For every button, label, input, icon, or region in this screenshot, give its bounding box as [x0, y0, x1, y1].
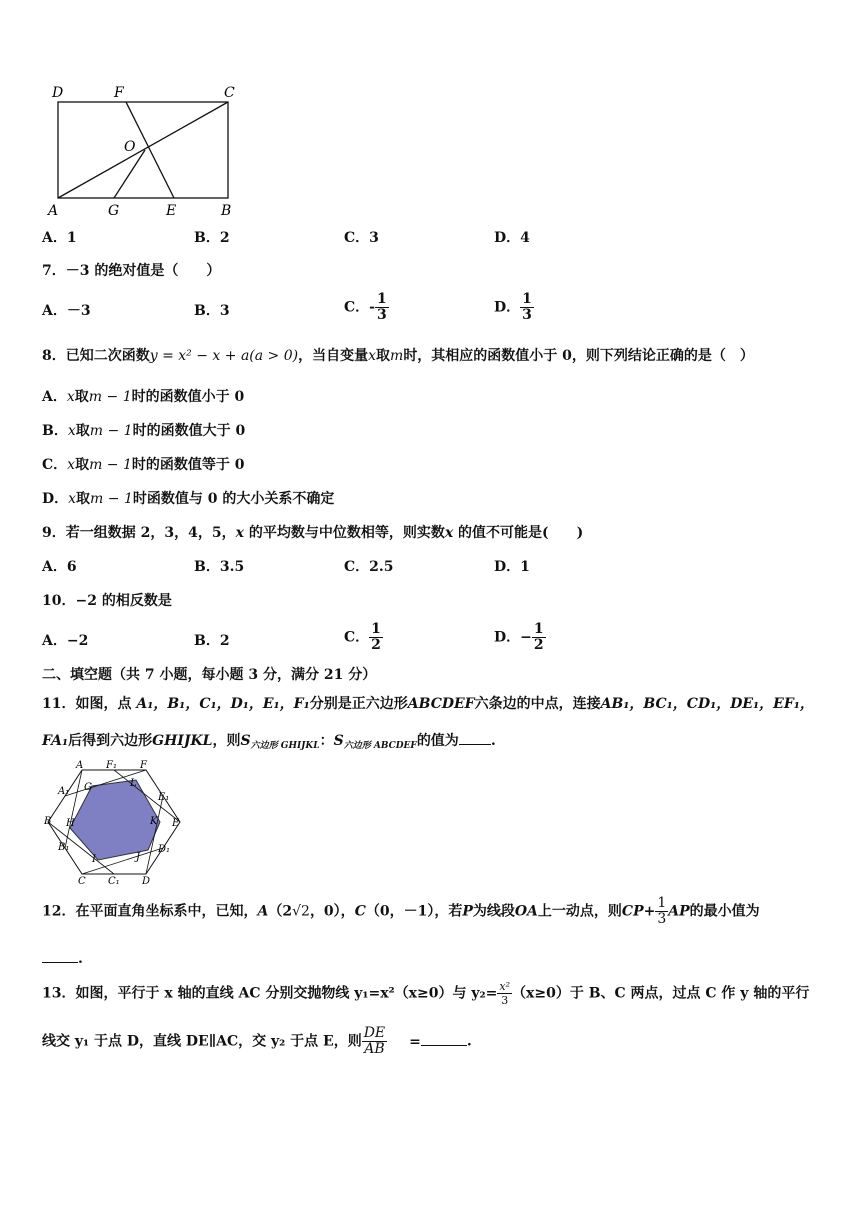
q8-option-d[interactable]: D．x取m − 1时函数值与 0 的大小关系不确定 [42, 491, 335, 507]
q8-option-b[interactable]: B．x取m − 1时的函数值大于 0 [42, 423, 246, 439]
q7-option-a[interactable]: A．－3 [42, 303, 91, 319]
hexagon-figure [40, 758, 200, 888]
q13-ratio: $\frac{DE}{AB}$ [363, 1025, 386, 1057]
hex-label-c1: C₁ [108, 876, 120, 887]
q6-option-b[interactable]: B．2 [194, 230, 230, 246]
q10-option-b[interactable]: B．2 [194, 633, 230, 649]
q13-line2: 线交 y₁ 于点 D，直线 DE∥AC，交 y₂ 于点 E，则 $\frac{DE}{AB}$ = . [42, 1025, 472, 1057]
hex-label-d: D [142, 876, 151, 887]
q12-answer-blank[interactable] [42, 948, 78, 963]
q7-option-d[interactable]: D． $\frac{1}{3}$ [494, 291, 532, 323]
diagonal-ac [58, 102, 228, 198]
section-heading: 二、填空题（共 7 小题，每小题 3 分，满分 21 分） [42, 667, 377, 683]
label-f: F [114, 85, 124, 101]
hex-label-e: E [172, 818, 180, 829]
q6-option-d[interactable]: D．4 [494, 230, 530, 246]
q10-option-a[interactable]: A．−2 [42, 633, 89, 649]
q10-option-d[interactable]: D．− $\frac{1}{2}$ [494, 621, 544, 653]
hex-label-f: F [140, 760, 147, 771]
q12-fraction: $\frac{1}{3}$ [657, 895, 667, 927]
hex-label-f1: F₁ [106, 760, 117, 771]
sqrt-expression: √2 [292, 903, 310, 920]
label-e: E [166, 203, 177, 219]
q6-option-a[interactable]: A．1 [42, 230, 77, 246]
q6-option-c[interactable]: C．3 [344, 230, 379, 246]
hex-label-d1: D₁ [158, 844, 171, 855]
label-b: B [221, 203, 232, 219]
label-o: O [124, 139, 136, 155]
label-g: G [108, 203, 120, 219]
q10-fraction-c: $\frac{1}{2}$ [371, 621, 381, 653]
q11-answer-blank[interactable] [459, 730, 491, 745]
hex-label-c: C [78, 876, 86, 887]
hex-label-l: L [130, 778, 137, 789]
q10-option-c[interactable]: C． $\frac{1}{2}$ [344, 621, 381, 653]
q11-line2: FA₁后得到六边形GHIJKL，则$S_{六边形 GHIJKL}$：$S_{六边形 ABCDEF}$的值为 . [42, 730, 496, 755]
hex-label-e1: E₁ [158, 792, 170, 803]
q7-option-b[interactable]: B．3 [194, 303, 230, 319]
q9-option-b[interactable]: B．3.5 [194, 559, 245, 575]
rectangle-figure [40, 80, 250, 220]
hex-label-i: I [92, 854, 96, 865]
hex-label-b1: B₁ [58, 842, 70, 853]
hex-label-j: J [136, 852, 141, 863]
hex-label-a1: A₁ [58, 786, 70, 797]
q12-line1: 12．在平面直角坐标系中，已知，A（2√2，0），C（0，－1），若P为线段OA上一动点，则CP+ $\frac{1}{3}$ AP的最小值为 [42, 895, 760, 927]
label-a: A [48, 203, 59, 219]
hex-label-k: K [150, 816, 158, 827]
q13-line1: 13．如图，平行于 x 轴的直线 AC 分别交抛物线 y₁=x²（x≥0）与 y₂= $\frac{\text{x²}}{3}$ （x≥0）于 B、C 两点，过点 C 作 y 轴的平行 [42, 980, 810, 1007]
q11-line1: 11．如图，点 A₁，B₁，C₁，D₁，E₁，F₁分别是正六边形ABCDEF六条边的中点，连接AB₁，BC₁，CD₁，DE₁，EF₁， [42, 696, 814, 712]
q9-option-c[interactable]: C．2.5 [344, 559, 394, 575]
q8-option-a[interactable]: A．x取m − 1时的函数值小于 0 [42, 389, 245, 405]
q9-stem: 9．若一组数据 2，3，4，5，x 的平均数与中位数相等，则实数x 的值不可能是( ) [42, 525, 584, 541]
q7-fraction-d: $\frac{1}{3}$ [522, 291, 532, 323]
hex-label-g: G [84, 782, 92, 793]
q9-option-a[interactable]: A．6 [42, 559, 77, 575]
q7-fraction-c: $\frac{1}{3}$ [376, 291, 387, 323]
q12-line2: . [42, 948, 83, 968]
hex-label-h: H [66, 818, 75, 829]
q13-answer-blank[interactable] [421, 1031, 467, 1046]
q8-option-c[interactable]: C．x取m − 1时的函数值等于 0 [42, 457, 245, 473]
label-c: C [224, 85, 235, 101]
q7-stem: 7．－3 的绝对值是（ ） [42, 263, 221, 279]
q8-stem: 8．已知二次函数y = x² − x + a(a > 0)，当自变量x取m时，其相应的函数值小于 0，则下列结论正确的是（ ） [42, 348, 754, 364]
q8-formula: y = x² − x + a(a > 0) [149, 348, 299, 364]
q10-stem: 10．−2 的相反数是 [42, 593, 172, 609]
q9-option-d[interactable]: D．1 [494, 559, 530, 575]
hex-label-b: B [44, 816, 52, 827]
q10-fraction-d: $\frac{1}{2}$ [533, 621, 544, 653]
hex-label-a: A [76, 760, 84, 771]
q7-option-c[interactable]: C．- $\frac{1}{3}$ [344, 291, 387, 323]
q13-fraction: $\frac{\text{x²}}{3}$ [499, 980, 510, 1007]
label-d: D [52, 85, 64, 101]
